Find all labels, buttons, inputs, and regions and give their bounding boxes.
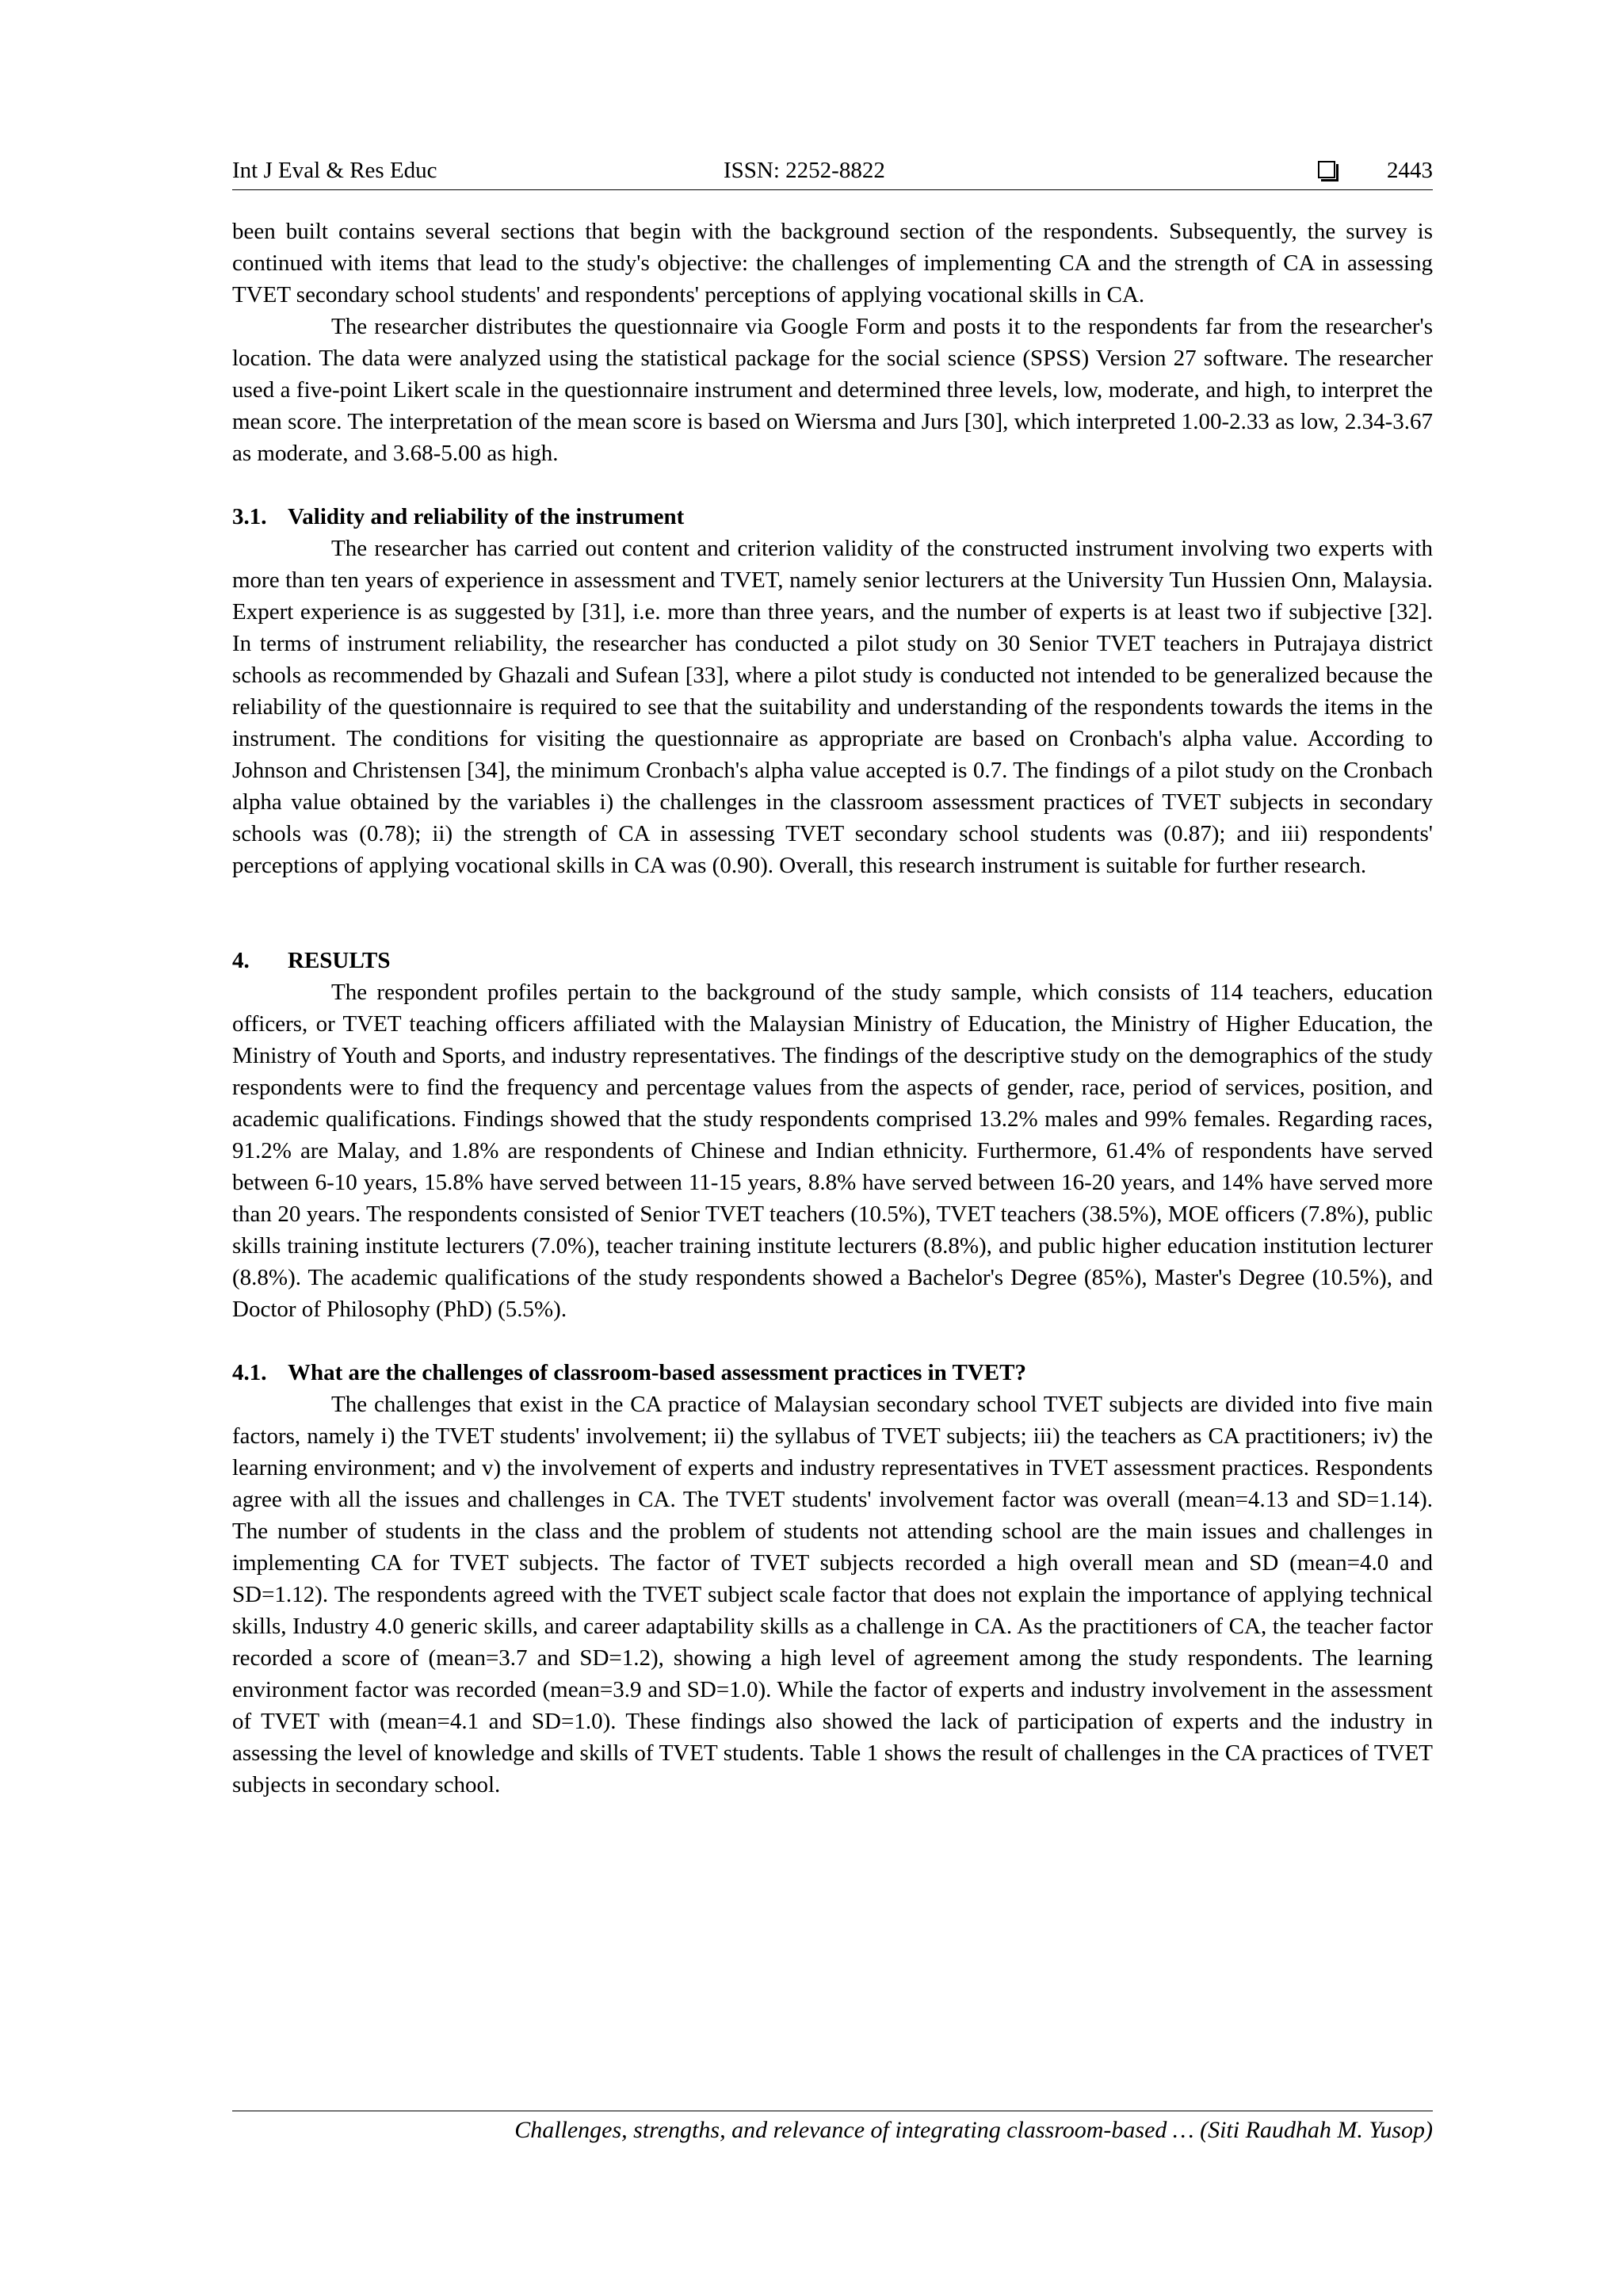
page-number: 2443: [1387, 158, 1433, 183]
journal-name: Int J Eval & Res Educ: [232, 158, 437, 183]
section-title: Validity and reliability of the instrument: [288, 504, 685, 529]
issn-label: ISSN: 2252-8822: [724, 158, 885, 183]
section-heading-4: [232, 945, 1433, 976]
article-body: [232, 216, 1433, 1801]
section-number: 4.: [232, 948, 250, 973]
page-header: [232, 155, 1433, 191]
intro-paragraph-1: been built contains several sections that begin with the background section of the respondents. Subsequently, the survey is continued with items that lead to the study's objective: the challenges of implementing CA and the strength of CA in assessing TVET secondary school students' and respondents' perceptions of applying vocational skills in CA.: [232, 219, 1433, 308]
section-4-1-paragraph: The challenges that exist in the CA practice of Malaysian secondary school TVET subjects are divided into five main factors, namely i) the TVET students' involvement; ii) the syllabus of TVET subjects; iii) the teachers as CA practitioners; iv) the learning environment; and v) the involvement of experts and industry representatives in TVET assessment practices. Respondents agree with all the issues and challenges in CA. The TVET students' involvement factor was overall (mean=4.13 and SD=1.14). The number of students in the class and the problem of students not attending school are the main issues and challenges in implementing CA for TVET subjects. The factor of TVET subjects recorded a high overall mean and SD (mean=4.0 and SD=1.12). The respondents agreed with the TVET subject scale factor that does not explain the importance of applying technical skills, Industry 4.0 generic skills, and career adaptability skills as a challenge in CA. As the practitioners of CA, the teacher factor recorded a score of (mean=3.7 and SD=1.2), showing a high level of agreement among the study respondents. The learning environment factor was recorded (mean=3.9 and SD=1.0). While the factor of experts and industry involvement in the assessment of TVET with (mean=4.1 and SD=1.0). These findings also showed the lack of participation of experts and the industry in assessing the level of knowledge and skills of TVET students. Table 1 shows the result of challenges in the CA practices of TVET subjects in secondary school.: [232, 1392, 1433, 1797]
section-title: RESULTS: [288, 948, 391, 973]
intro-paragraph-2: The researcher distributes the questionnaire via Google Form and posts it to the respondents far from the researcher's location. The data were analyzed using the statistical package for the social science (SPSS) Version 27 software. The researcher used a five-point Likert scale in the questionnaire instrument and determined three levels, low, moderate, and high, to interpret the mean score. The interpretation of the mean score is based on Wiersma and Jurs [30], which interpreted 1.00-2.33 as low, 2.34-3.67 as moderate, and 3.68-5.00 as high.: [232, 314, 1433, 466]
section-title: What are the challenges of classroom-based assessment practices in TVET?: [288, 1360, 1026, 1385]
section-heading-4-1: [232, 1357, 1433, 1389]
section-number: 3.1.: [232, 504, 267, 529]
header-divider: [232, 189, 1433, 190]
square-bullet-icon: [1318, 161, 1335, 178]
running-footer: Challenges, strengths, and relevance of integrating classroom-based … (Siti Raudhah M. Yusop): [514, 2117, 1433, 2143]
section-3-1-paragraph: The researcher has carried out content and criterion validity of the constructed instrument involving two experts with more than ten years of experience in assessment and TVET, namely senior lecturers at the University Tun Hussien Onn, Malaysia. Expert experience is as suggested by [31], i.e. more than three years, and the number of experts is at least two if subjective [32]. In terms of instrument reliability, the researcher has conducted a pilot study on 30 Senior TVET teachers in Putrajaya district schools as recommended by Ghazali and Sufean [33], where a pilot study is conducted not intended to be generalized because the reliability of the questionnaire is required to see that the suitability and understanding of the respondents towards the items in the instrument. The conditions for visiting the questionnaire as appropriate are based on Cronbach's alpha value. According to Johnson and Christensen [34], the minimum Cronbach's alpha value accepted is 0.7. The findings of a pilot study on the Cronbach alpha value obtained by the variables i) the challenges in the classroom assessment practices of TVET subjects in secondary schools was (0.78); ii) the strength of CA in assessing TVET secondary school students was (0.87); and iii) respondents' perceptions of applying vocational skills in CA was (0.90). Overall, this research instrument is suitable for further research.: [232, 536, 1433, 878]
section-4-paragraph: The respondent profiles pertain to the background of the study sample, which consists of 114 teachers, education officers, or TVET teaching officers affiliated with the Malaysian Ministry of Education, the Ministry of Higher Education, the Ministry of Youth and Sports, and industry representatives. The findings of the descriptive study on the demographics of the study respondents were to find the frequency and percentage values from the aspects of gender, race, period of services, position, and academic qualifications. Findings showed that the study respondents comprised 13.2% males and 99% females. Regarding races, 91.2% are Malay, and 1.8% are respondents of Chinese and Indian ethnicity. Furthermore, 61.4% of respondents have served between 6-10 years, 15.8% have served between 11-15 years, 8.8% have served between 16-20 years, and 14% have served more than 20 years. The respondents consisted of Senior TVET teachers (10.5%), TVET teachers (38.5%), MOE officers (7.8%), public skills training institute lecturers (7.0%), teacher training institute lecturers (8.8%), and public higher education institution lecturer (8.8%). The academic qualifications of the study respondents showed a Bachelor's Degree (85%), Master's Degree (10.5%), and Doctor of Philosophy (PhD) (5.5%).: [232, 980, 1433, 1322]
section-heading-3-1: [232, 501, 1433, 533]
section-number: 4.1.: [232, 1360, 267, 1385]
